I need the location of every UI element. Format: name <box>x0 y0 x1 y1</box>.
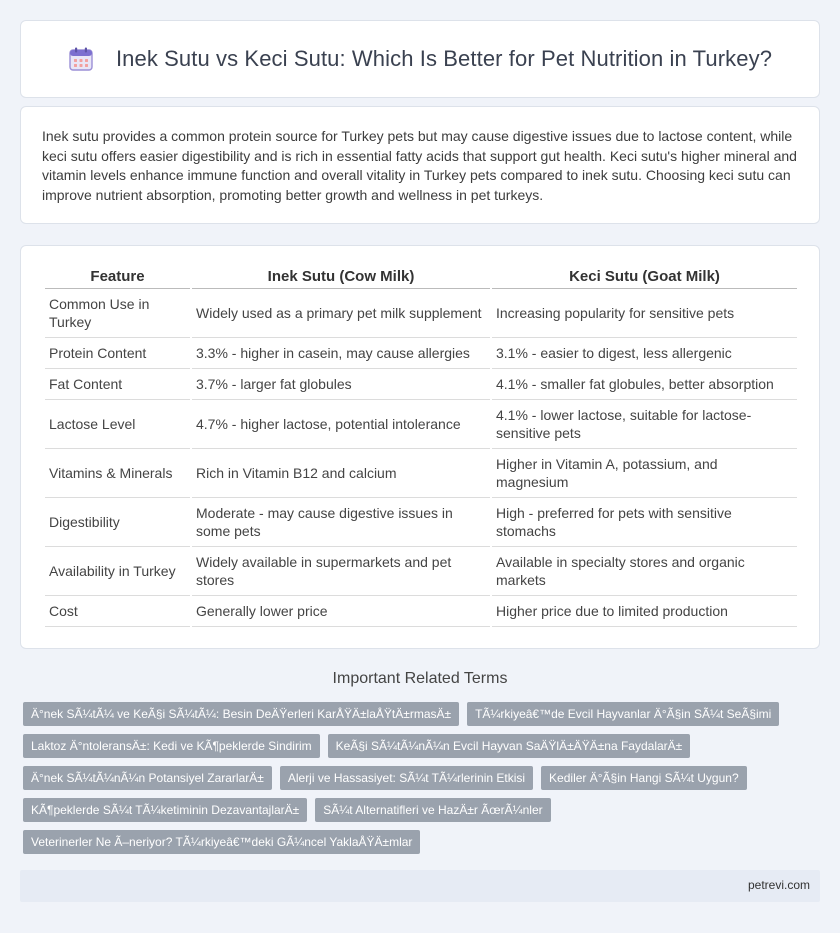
tag-row <box>23 734 813 758</box>
column-header-cow-milk: Inek Sutu (Cow Milk) <box>191 266 491 289</box>
table-cell: High - preferred for pets with sensitive stomachs <box>491 498 797 547</box>
table-cell: Moderate - may cause digestive issues in some pets <box>191 498 491 547</box>
table-cell: 3.1% - easier to digest, less allergenic <box>491 338 797 369</box>
table-row <box>45 289 797 338</box>
table-cell: Higher price due to limited production <box>491 596 797 627</box>
table-cell: Widely used as a primary pet milk supplement <box>191 289 491 338</box>
comparison-table <box>45 266 797 627</box>
table-cell: 3.7% - larger fat globules <box>191 369 491 400</box>
table-cell: Availability in Turkey <box>45 547 191 596</box>
table-cell: Generally lower price <box>191 596 491 627</box>
related-term-tag[interactable]: Ä°nek SÃ¼tÃ¼nÃ¼n Potansiyel ZararlarÄ± <box>23 766 272 790</box>
table-cell: 4.7% - higher lactose, potential intolerance <box>191 400 491 449</box>
table-row <box>45 400 797 449</box>
related-terms-title: Important Related Terms <box>332 670 508 687</box>
page-title: Inek Sutu vs Keci Sutu: Which Is Better for Pet Nutrition in Turkey? <box>115 46 773 71</box>
tag-row <box>23 702 813 726</box>
table-cell: 3.3% - higher in casein, may cause allergies <box>191 338 491 369</box>
column-header-feature: Feature <box>45 266 191 289</box>
related-term-tag[interactable]: KeÃ§i SÃ¼tÃ¼nÃ¼n Evcil Hayvan SaÄŸlÄ±ÄŸÄ±na FaydalarÄ± <box>328 734 691 758</box>
related-term-tag[interactable]: Ä°nek SÃ¼tÃ¼ ve KeÃ§i SÃ¼tÃ¼: Besin DeÄŸerleri KarÅŸÄ±laÅŸtÄ±rmasÄ± <box>23 702 459 726</box>
table-cell: Fat Content <box>45 369 191 400</box>
footer-site-link[interactable]: petrevi.com <box>747 878 810 892</box>
calendar-icon <box>68 46 94 72</box>
footer <box>20 870 820 902</box>
related-term-tag[interactable]: Alerji ve Hassasiyet: SÃ¼t TÃ¼rlerinin Etkisi <box>280 766 533 790</box>
tag-row <box>23 830 813 854</box>
related-term-tag[interactable]: TÃ¼rkiyeâ€™de Evcil Hayvanlar Ä°Ã§in SÃ¼t SeÃ§imi <box>467 702 779 726</box>
table-header-row <box>45 266 797 289</box>
summary-card <box>20 106 820 224</box>
header-card <box>20 20 820 98</box>
table-row <box>45 547 797 596</box>
table-row <box>45 338 797 369</box>
table-cell: Digestibility <box>45 498 191 547</box>
table-cell: Common Use in Turkey <box>45 289 191 338</box>
table-cell: 4.1% - lower lactose, suitable for lactose-sensitive pets <box>491 400 797 449</box>
table-cell: Available in specialty stores and organic markets <box>491 547 797 596</box>
related-term-tag[interactable]: Kediler Ä°Ã§in Hangi SÃ¼t Uygun? <box>541 766 747 790</box>
related-term-tag[interactable]: Laktoz Ä°ntoleransÄ±: Kedi ve KÃ¶peklerde Sindirim <box>23 734 320 758</box>
table-cell: Vitamins & Minerals <box>45 449 191 498</box>
table-row <box>45 449 797 498</box>
table-row <box>45 596 797 627</box>
comparison-table-card <box>20 245 820 649</box>
table-row <box>45 369 797 400</box>
related-terms-list <box>23 702 813 862</box>
tag-row <box>23 766 813 790</box>
table-cell: Cost <box>45 596 191 627</box>
table-cell: Lactose Level <box>45 400 191 449</box>
summary-text: Inek sutu provides a common protein source for Turkey pets but may cause digestive issues due to lactose content, while keci sutu offers easier digestibility and is rich in essential fatty acids that support gut health. Keci sutu's higher mineral and vitamin levels enhance immune function and overall vitality in Turkey pets compared to inek sutu. Choosing keci sutu can improve nutrient absorption, promoting better growth and wellness in pet turkeys. <box>42 128 797 203</box>
table-cell: Protein Content <box>45 338 191 369</box>
table-cell: Rich in Vitamin B12 and calcium <box>191 449 491 498</box>
table-cell: 4.1% - smaller fat globules, better absorption <box>491 369 797 400</box>
column-header-goat-milk: Keci Sutu (Goat Milk) <box>491 266 797 289</box>
table-cell: Increasing popularity for sensitive pets <box>491 289 797 338</box>
tag-row <box>23 798 813 822</box>
table-cell: Widely available in supermarkets and pet stores <box>191 547 491 596</box>
related-term-tag[interactable]: KÃ¶peklerde SÃ¼t TÃ¼ketiminin DezavantajlarÄ± <box>23 798 307 822</box>
table-row <box>45 498 797 547</box>
table-cell: Higher in Vitamin A, potassium, and magnesium <box>491 449 797 498</box>
related-term-tag[interactable]: Veterinerler Ne Ã–neriyor? TÃ¼rkiyeâ€™deki GÃ¼ncel YaklaÅŸÄ±mlar <box>23 830 420 854</box>
related-term-tag[interactable]: SÃ¼t Alternatifleri ve HazÄ±r ÃœrÃ¼nler <box>315 798 550 822</box>
